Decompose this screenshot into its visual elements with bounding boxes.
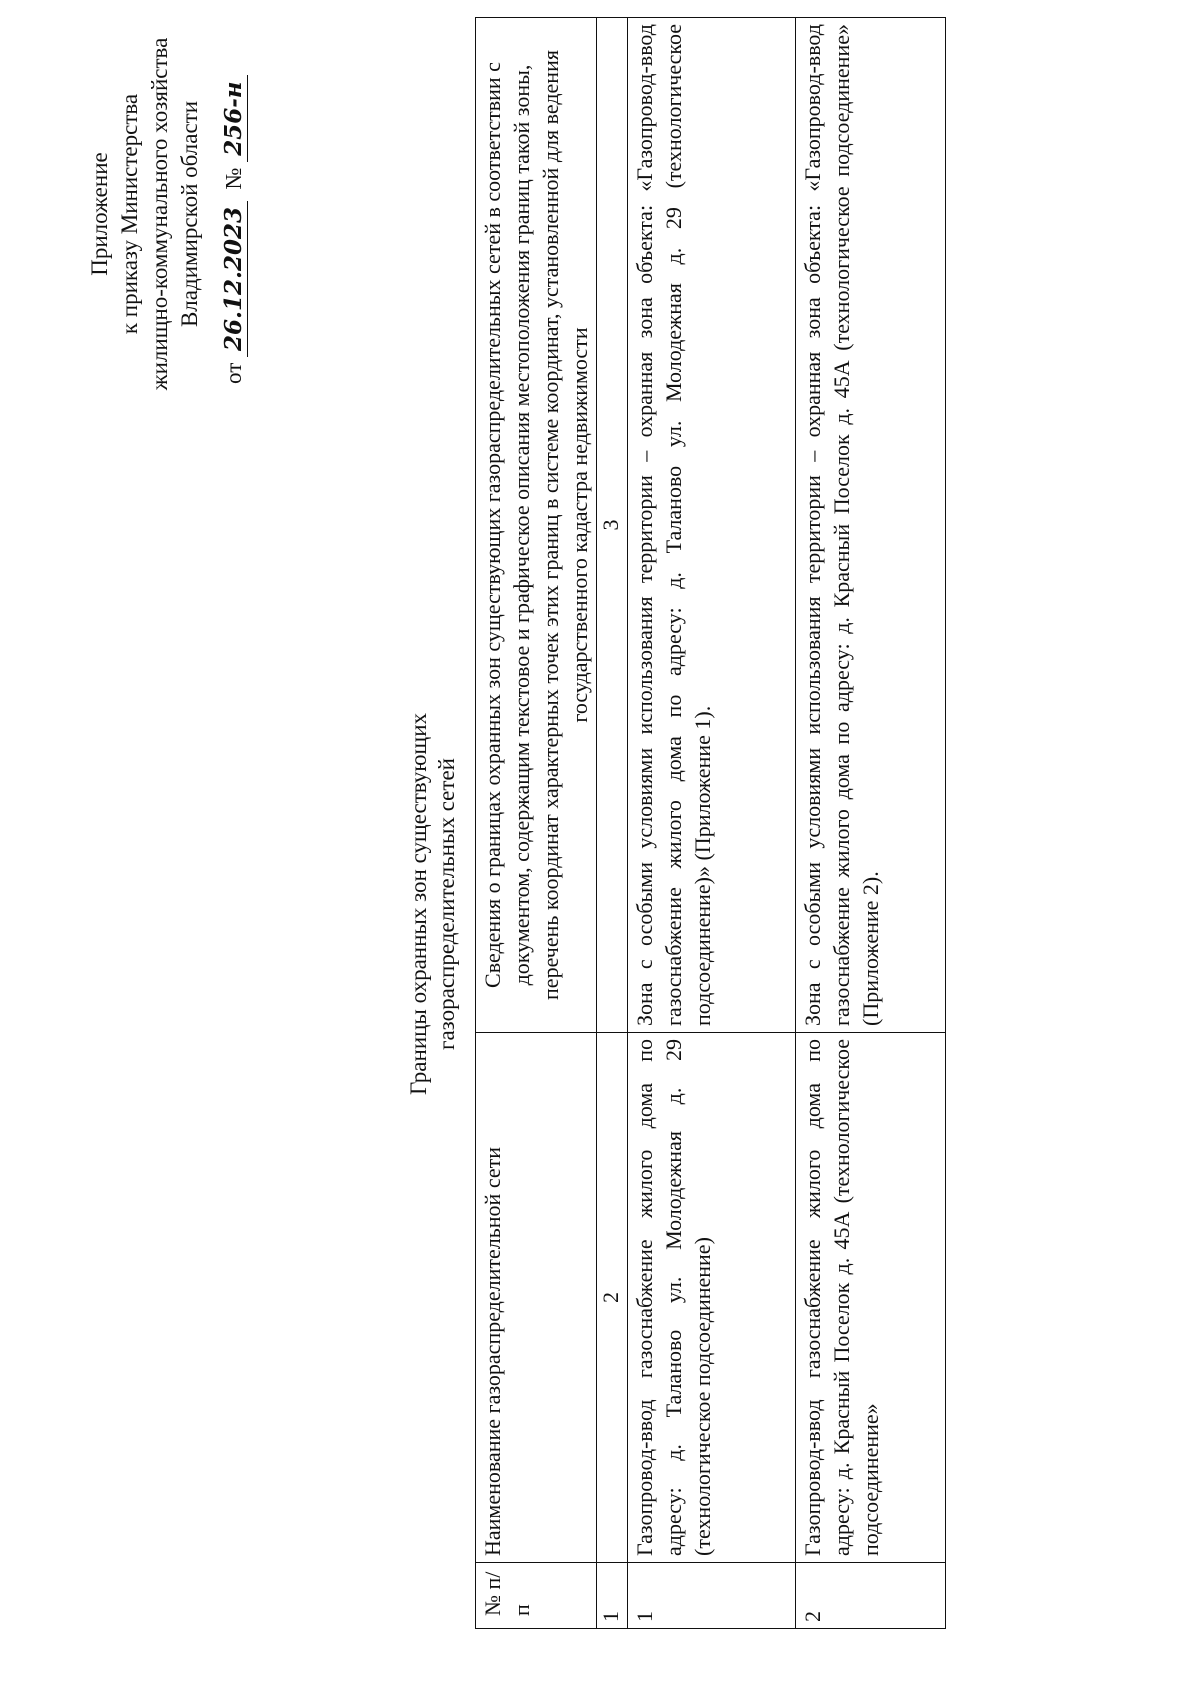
row-network-name: Газопровод-ввод газоснабжение жилого дома по адресу: д. Красный Поселок д. 45А (технологическое подсоединение» <box>796 1033 946 1563</box>
column-number-row <box>597 18 628 1629</box>
appendix-line-2: к приказу Министерства <box>117 93 142 335</box>
document-title <box>405 304 461 1504</box>
order-date: 26.12.2023 <box>221 201 248 357</box>
row-zone-info: Зона с особыми условиями использования территории – охранная зона объекта: «Газопровод-ввод газоснабжение жилого дома по адресу: д. Красный Поселок д. 45А (технологическое подсоединение» (Приложение 2). <box>796 18 946 1033</box>
table-row <box>796 18 946 1629</box>
appendix-line-4: Владимирской области <box>177 100 202 328</box>
from-label: от <box>221 362 246 384</box>
appendix-line-1: Приложение <box>87 152 112 276</box>
title-line-2: газораспределительных сетей <box>434 758 459 1050</box>
number-label: № <box>221 167 246 190</box>
header-zone-info: Сведения о границах охранных зон существующих газораспределительных сетей в соответствии с документом, содержащим текстовое и графическое описания местоположения границ такой зоны, перечень координат характерных точек этих границ в системе координат, установленной для ведения государственного кадастра недвижимости <box>476 18 597 1033</box>
row-zone-info: Зона с особыми условиями использования территории – охранная зона объекта: «Газопровод-ввод газоснабжение жилого дома по адресу: д. Таланово ул. Молодежная д. 29 (технологическое подсоединение)» (Приложение 1). <box>628 18 796 1033</box>
header-network-name: Наименование газораспределительной сети <box>476 1033 597 1563</box>
appendix-block <box>85 24 249 404</box>
column-number-2: 2 <box>597 1033 628 1563</box>
row-number: 2 <box>796 1563 946 1629</box>
title-line-1: Границы охранных зон существующих <box>406 712 431 1096</box>
column-number-1: 1 <box>597 1563 628 1629</box>
table-row <box>628 18 796 1629</box>
table-header-row <box>476 18 597 1629</box>
column-number-3: 3 <box>597 18 628 1033</box>
appendix-line-3: жилищно-коммунального хозяйства <box>147 37 172 391</box>
header-number: № п/п <box>476 1563 597 1629</box>
zones-table <box>475 17 946 1629</box>
order-number: 256-н <box>221 75 248 161</box>
row-number: 1 <box>628 1563 796 1629</box>
row-network-name: Газопровод-ввод газоснабжение жилого дома по адресу: д. Таланово ул. Молодежная д. 29 (технологическое подсоединение) <box>628 1033 796 1563</box>
order-date-number <box>219 24 249 404</box>
